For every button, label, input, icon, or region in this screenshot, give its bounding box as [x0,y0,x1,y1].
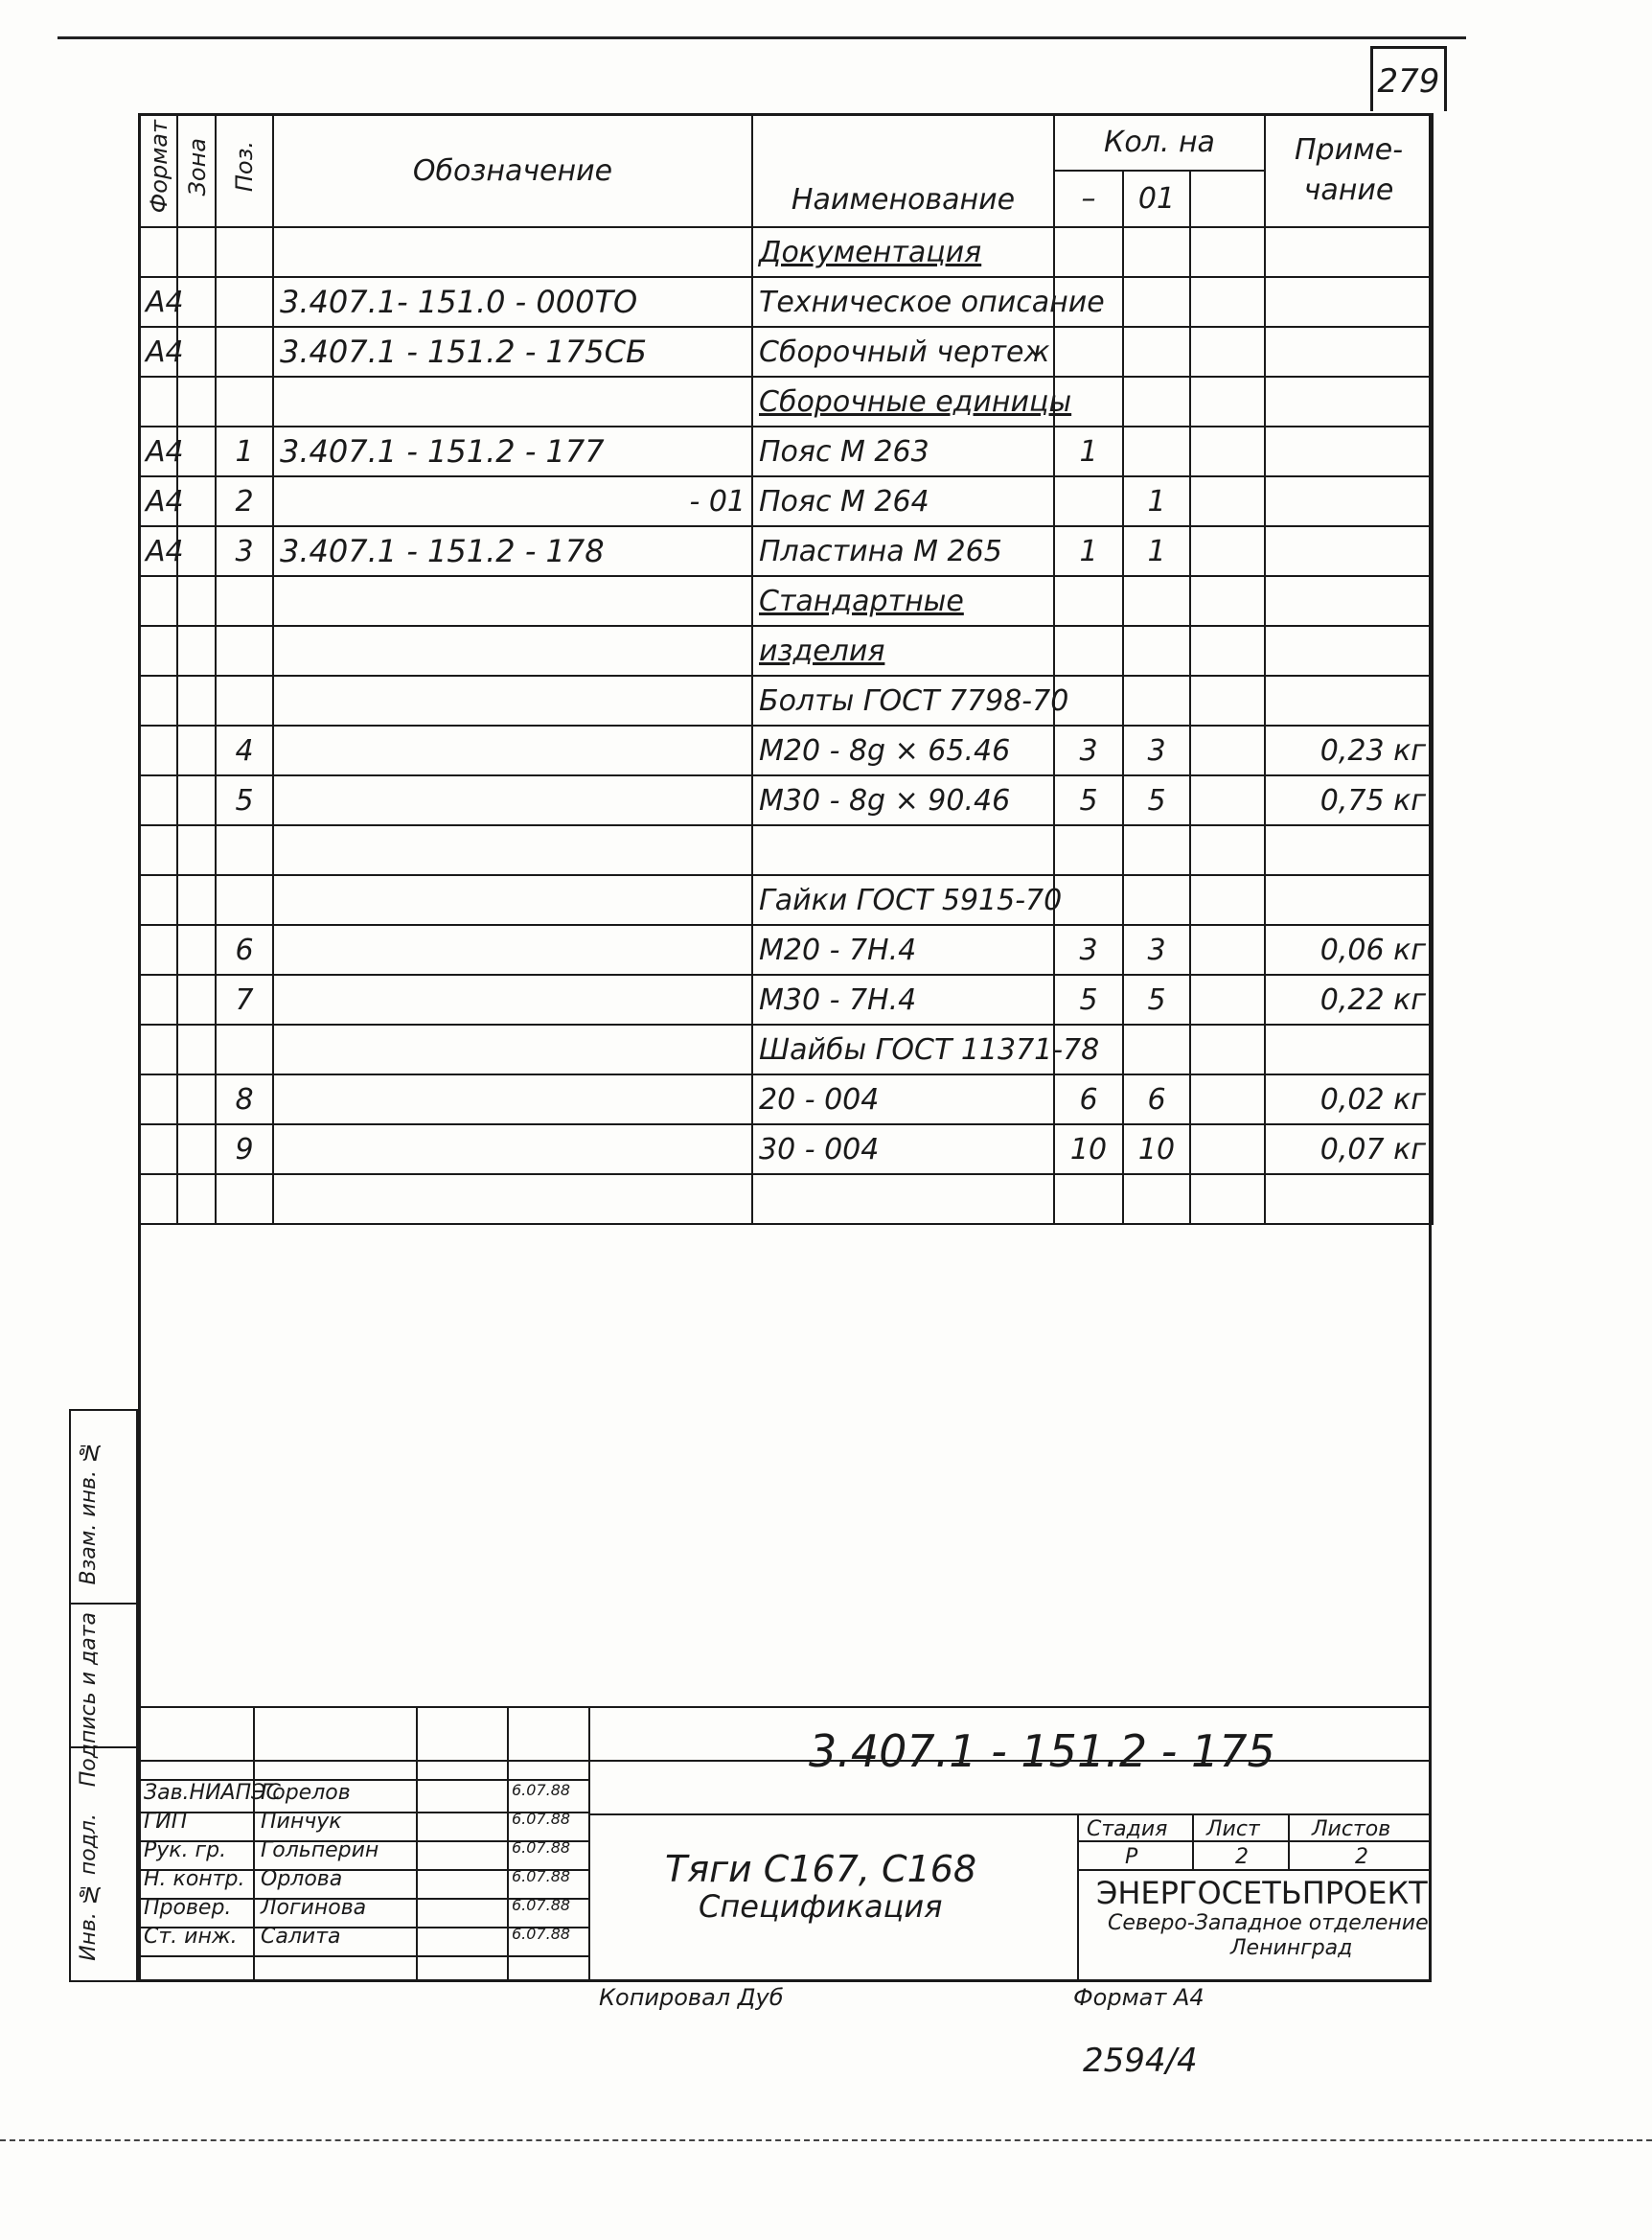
cell-pos [216,377,273,427]
format-note: Формат А4 [1073,1984,1205,2011]
sheet-label: Лист [1206,1817,1260,1841]
signature-date: 6.07.88 [512,1896,571,1914]
cell-note [1265,825,1433,875]
side-label-inv: Инв. № подл. [77,1813,101,1961]
cell-pos: 2 [216,476,273,526]
cell-qty-1 [1054,476,1123,526]
side-label-sign: Подпись и дата [77,1612,101,1788]
cell-qty-3 [1190,1025,1265,1074]
cell-name [752,825,1054,875]
cell-designation: 3.407.1 - 151.2 - 178 [273,526,752,576]
cell-pos [216,576,273,626]
table-row [139,1124,1433,1174]
cell-note [1265,1174,1433,1224]
cell-note [1265,476,1433,526]
cell-qty-3 [1190,626,1265,676]
signature-role: Ст. инж. [144,1925,238,1949]
cell-designation [273,925,752,975]
table-row [139,476,1433,526]
cell-qty-3 [1190,1174,1265,1224]
cell-qty-2: 3 [1123,726,1190,775]
table-row [139,925,1433,975]
cell-qty-1 [1054,327,1123,377]
cell-qty-1: 3 [1054,726,1123,775]
side-divider [71,1603,136,1605]
cell-pos [216,626,273,676]
table-row [139,676,1433,726]
table-row [139,726,1433,775]
cell-note: 0,22 кг [1265,975,1433,1025]
cell-qty-2 [1123,227,1190,277]
cell-qty-3 [1190,676,1265,726]
cell-designation [273,1124,752,1174]
cell-note: 0,02 кг [1265,1074,1433,1124]
signature-role: Рук. гр. [144,1838,227,1862]
cell-qty-3 [1190,427,1265,476]
document-title: Тяги С167, С168 [665,1848,977,1890]
cell-zone [177,726,216,775]
cell-name: Техническое описание [752,277,1054,327]
archive-number: 2594/4 [1083,2042,1198,2080]
table-row [139,427,1433,476]
cell-pos [216,875,273,925]
sheet-number: 279 [1370,46,1447,111]
cell-format [139,1074,177,1124]
cell-note [1265,277,1433,327]
cell-note [1265,676,1433,726]
cell-format [139,227,177,277]
cell-note [1265,327,1433,377]
cell-designation: 3.407.1 - 151.2 - 175СБ [273,327,752,377]
cell-name: Сборочный чертеж [752,327,1054,377]
cell-qty-1 [1054,576,1123,626]
cell-pos [216,676,273,726]
cell-designation [273,227,752,277]
cell-qty-2 [1123,327,1190,377]
cell-qty-1: 10 [1054,1124,1123,1174]
cell-designation [273,626,752,676]
cell-format: А4 [139,476,177,526]
cell-designation [273,676,752,726]
cell-name: Пояс М 263 [752,427,1054,476]
cell-pos [216,825,273,875]
cell-note [1265,576,1433,626]
cell-qty-3 [1190,227,1265,277]
signature-date: 6.07.88 [512,1925,571,1943]
cell-name: Стандартные [752,576,1054,626]
cell-name: М20 - 8g × 65.46 [752,726,1054,775]
signature-name: Орлова [261,1867,343,1891]
cell-name: изделия [752,626,1054,676]
cell-qty-2 [1123,277,1190,327]
cell-zone [177,775,216,825]
cell-format [139,1124,177,1174]
cell-note [1265,626,1433,676]
cell-qty-1: 3 [1054,925,1123,975]
organization: ЭНЕРГОСЕТЬПРОЕКТ [1096,1875,1428,1911]
cell-pos: 7 [216,975,273,1025]
table-row [139,277,1433,327]
header-qty-01: 01 [1123,171,1190,227]
cell-designation [273,1174,752,1224]
header-designation: Обозначение [273,114,752,227]
cell-qty-1: 6 [1054,1074,1123,1124]
cell-zone [177,1174,216,1224]
signature-date: 6.07.88 [512,1781,571,1799]
signature-name: Логинова [261,1896,367,1920]
signature-role: Н. контр. [144,1867,245,1891]
header-qty-empty [1190,171,1265,227]
header-zone: Зона [177,114,216,227]
cell-format [139,377,177,427]
cell-name: 30 - 004 [752,1124,1054,1174]
cell-pos: 1 [216,427,273,476]
cell-format: А4 [139,427,177,476]
cell-qty-3 [1190,726,1265,775]
cell-note [1265,875,1433,925]
cell-format [139,1025,177,1074]
cell-note [1265,1025,1433,1074]
table-row [139,1025,1433,1074]
cell-zone [177,925,216,975]
cell-qty-2: 5 [1123,775,1190,825]
cell-pos: 6 [216,925,273,975]
cell-qty-2 [1123,427,1190,476]
organization-branch: Северо-Западное отделение [1108,1911,1429,1935]
cell-zone [177,626,216,676]
document-code: 3.407.1 - 151.2 - 175 [809,1725,1275,1777]
table-row [139,975,1433,1025]
table-row [139,576,1433,626]
signature-name: Гольперин [261,1838,379,1862]
cell-qty-3 [1190,875,1265,925]
cell-zone [177,1025,216,1074]
cell-name: М20 - 7Н.4 [752,925,1054,975]
cell-qty-3 [1190,327,1265,377]
cell-zone [177,1124,216,1174]
header-note: Приме-чание [1265,114,1433,227]
cell-designation [273,377,752,427]
stage-label: Стадия [1087,1817,1168,1841]
cell-name: Пластина М 265 [752,526,1054,576]
header-qty: Кол. на [1054,114,1265,171]
cell-designation [273,576,752,626]
table-row [139,1074,1433,1124]
stage-value: Р [1125,1845,1138,1869]
cell-qty-1: 5 [1054,775,1123,825]
cell-qty-2: 5 [1123,975,1190,1025]
cell-pos: 3 [216,526,273,576]
cell-name: Документация [752,227,1054,277]
title-block [138,1706,1432,1982]
cell-qty-1: 5 [1054,975,1123,1025]
signature-date: 6.07.88 [512,1867,571,1885]
cell-zone [177,875,216,925]
cell-designation [273,1074,752,1124]
copied-by: Копировал Дуб [599,1984,784,2011]
cell-qty-2 [1123,875,1190,925]
cell-qty-3 [1190,277,1265,327]
cell-note: 0,75 кг [1265,775,1433,825]
cell-format [139,726,177,775]
cell-designation [273,825,752,875]
specification-table [138,113,1434,1225]
header-pos: Поз. [216,114,273,227]
cell-qty-2: 6 [1123,1074,1190,1124]
cell-note: 0,06 кг [1265,925,1433,975]
table-row [139,626,1433,676]
signature-name: Горелов [261,1781,351,1805]
cell-pos [216,1025,273,1074]
cell-designation: 3.407.1- 151.0 - 000ТО [273,277,752,327]
cell-qty-1: 1 [1054,427,1123,476]
cell-qty-2: 3 [1123,925,1190,975]
cell-note [1265,427,1433,476]
cell-format [139,576,177,626]
cell-designation: 3.407.1 - 151.2 - 177 [273,427,752,476]
cell-designation: - 01 [273,476,752,526]
cell-qty-3 [1190,775,1265,825]
cell-designation [273,975,752,1025]
cell-format [139,825,177,875]
cell-qty-3 [1190,825,1265,875]
cell-pos [216,1174,273,1224]
table-row [139,377,1433,427]
cell-name: Сборочные единицы [752,377,1054,427]
header-name: Наименование [752,114,1054,227]
cell-qty-2: 10 [1123,1124,1190,1174]
cell-qty-1 [1054,227,1123,277]
cell-name: Болты ГОСТ 7798-70 [752,676,1054,726]
cell-name: М30 - 8g × 90.46 [752,775,1054,825]
cell-format [139,1174,177,1224]
signature-role: ГИП [144,1810,188,1834]
signature-name: Салита [261,1925,341,1949]
cell-zone [177,676,216,726]
table-row [139,227,1433,277]
cell-name: Пояс М 264 [752,476,1054,526]
header-qty-dash: – [1054,171,1123,227]
cell-note [1265,227,1433,277]
document-subtitle: Спецификация [699,1888,943,1925]
cell-name: Гайки ГОСТ 5915-70 [752,875,1054,925]
cell-pos: 4 [216,726,273,775]
cell-qty-3 [1190,377,1265,427]
cell-qty-3 [1190,476,1265,526]
cell-format [139,775,177,825]
cell-format: А4 [139,327,177,377]
cell-qty-1 [1054,626,1123,676]
cell-zone [177,825,216,875]
cell-format [139,975,177,1025]
cell-qty-1 [1054,1174,1123,1224]
cell-pos: 8 [216,1074,273,1124]
cell-designation [273,726,752,775]
cell-pos [216,227,273,277]
table-row [139,875,1433,925]
cell-qty-1: 1 [1054,526,1123,576]
table-row [139,1174,1433,1224]
cell-note: 0,23 кг [1265,726,1433,775]
cell-note [1265,377,1433,427]
cell-qty-2 [1123,1025,1190,1074]
header-format: Формат [139,114,177,227]
table-header-row [139,114,1433,171]
side-label-replace: Взам. инв. № [77,1440,101,1585]
cell-designation [273,875,752,925]
signature-date: 6.07.88 [512,1810,571,1828]
cell-name: Шайбы ГОСТ 11371-78 [752,1025,1054,1074]
cell-qty-1 [1054,277,1123,327]
signature-date: 6.07.88 [512,1838,571,1857]
sheets-value: 2 [1355,1845,1368,1869]
cell-qty-3 [1190,1124,1265,1174]
cell-designation [273,1025,752,1074]
cell-designation [273,775,752,825]
cell-name: 20 - 004 [752,1074,1054,1124]
cell-qty-2 [1123,1174,1190,1224]
top-border-rule [57,36,1466,39]
cell-pos [216,277,273,327]
cell-qty-3 [1190,1074,1265,1124]
cell-zone [177,227,216,277]
cell-name: М30 - 7Н.4 [752,975,1054,1025]
table-row [139,825,1433,875]
table-row [139,526,1433,576]
cell-name [752,1174,1054,1224]
cell-qty-2: 1 [1123,526,1190,576]
cell-format: А4 [139,526,177,576]
sheets-label: Листов [1312,1817,1391,1841]
cell-format [139,925,177,975]
cell-format: А4 [139,277,177,327]
cell-qty-3 [1190,526,1265,576]
cell-qty-3 [1190,576,1265,626]
cell-pos: 5 [216,775,273,825]
cell-qty-2 [1123,626,1190,676]
signature-name: Пинчук [261,1810,342,1834]
cell-pos: 9 [216,1124,273,1174]
cell-zone [177,576,216,626]
bottom-rule [0,2139,1652,2141]
cell-pos [216,327,273,377]
cell-qty-2 [1123,825,1190,875]
cell-zone [177,975,216,1025]
organization-city: Ленинград [1230,1936,1353,1960]
cell-qty-2 [1123,377,1190,427]
table-row [139,327,1433,377]
cell-qty-1 [1054,825,1123,875]
cell-qty-2 [1123,576,1190,626]
cell-format [139,626,177,676]
cell-format [139,676,177,726]
cell-zone [177,377,216,427]
cell-qty-2: 1 [1123,476,1190,526]
cell-note: 0,07 кг [1265,1124,1433,1174]
cell-zone [177,1074,216,1124]
cell-qty-1 [1054,875,1123,925]
side-stamp [69,1409,138,1982]
cell-note [1265,526,1433,576]
cell-qty-3 [1190,925,1265,975]
cell-qty-2 [1123,676,1190,726]
signature-role: Зав.НИАПЭС [144,1781,281,1805]
sheet-value: 2 [1235,1845,1249,1869]
table-row [139,775,1433,825]
cell-qty-3 [1190,975,1265,1025]
cell-format [139,875,177,925]
signature-role: Провер. [144,1896,232,1920]
